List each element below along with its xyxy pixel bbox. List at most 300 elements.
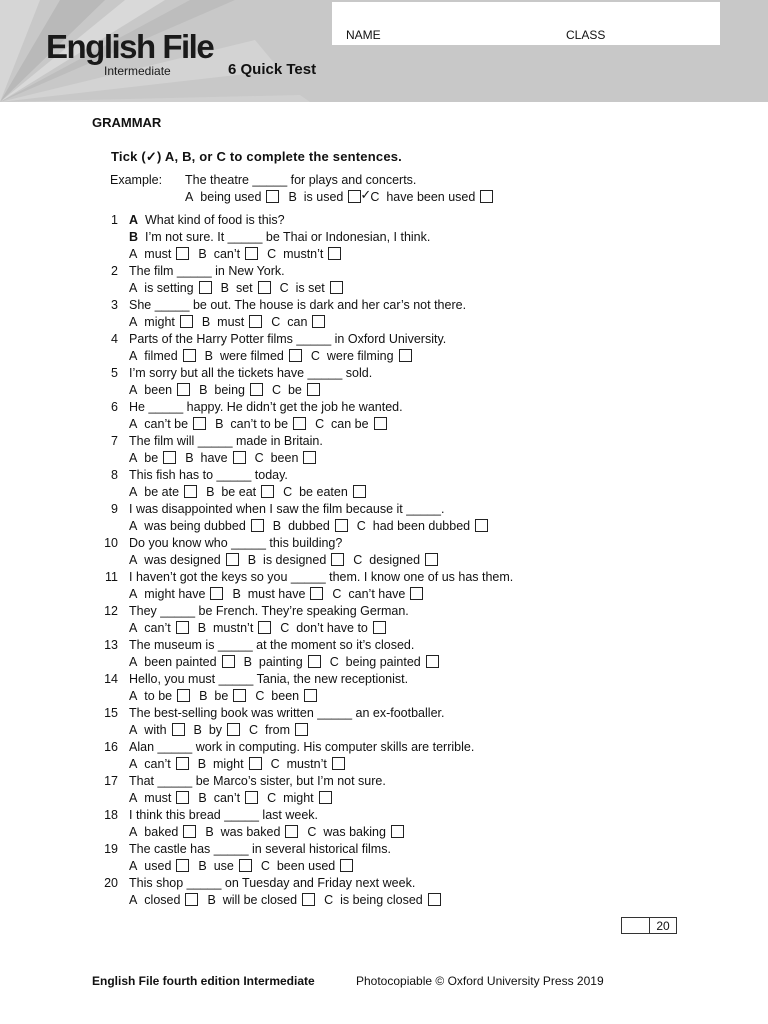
sentence-text: I think this bread _____ last week. [129,808,319,822]
option-checkbox[interactable] [245,247,258,260]
option-c[interactable] [271,315,334,330]
question-text [129,638,414,653]
score-box [621,917,677,934]
option-checkbox[interactable] [295,723,308,736]
option-text: be [214,689,229,703]
option-text: designed [369,553,421,567]
options-row [129,859,362,874]
option-c[interactable] [272,383,329,398]
option-letter: A [129,315,138,329]
option-a[interactable] [129,451,185,466]
question-number: 13 [104,638,118,652]
option-checkbox[interactable] [176,859,189,872]
question-number: 9 [111,502,118,516]
option-letter: A [129,859,138,873]
options-row [129,893,450,908]
option-a[interactable] [129,587,232,602]
question-text [129,366,372,381]
english-file-logo [46,30,213,78]
option-letter: A [129,417,138,431]
name-class-box[interactable] [332,2,720,45]
question-number: 10 [104,536,118,550]
question-text [129,808,318,823]
option-a[interactable] [129,893,207,908]
option-checkbox[interactable] [328,247,341,260]
option-text: have been used [386,190,476,204]
option-c[interactable] [324,893,450,908]
option-a[interactable] [129,281,221,296]
question-text [129,876,415,891]
speaker-label: A [129,213,139,227]
option-checkbox[interactable] [239,859,252,872]
sentence-text: Alan _____ work in computing. His computer skills are terrible. [129,740,475,754]
question-text [129,536,342,551]
option-checkbox[interactable] [289,349,302,362]
question-number: 1 [111,213,118,227]
question-number: 4 [111,332,118,346]
option-c[interactable] [370,190,502,205]
option-text: can’t to be [230,417,289,431]
sentence-text: The best-selling book was written _____ an ex-footballer. [129,706,445,720]
option-text: filmed [144,349,178,363]
option-checkbox[interactable] [391,825,404,838]
option-b[interactable] [198,621,281,636]
option-b[interactable] [194,723,250,738]
question-number: 6 [111,400,118,414]
question-number: 8 [111,468,118,482]
option-letter: B [199,383,208,397]
test-title: 6 Quick Test [228,61,317,78]
option-checkbox[interactable] [293,417,306,430]
option-letter: B [193,723,202,737]
option-letter: B [272,519,282,533]
option-text: don’t have to [296,621,368,635]
sentence-text: The castle has _____ in several historical films. [129,842,391,856]
option-b[interactable] [198,757,271,772]
question-text [129,230,430,245]
option-checkbox[interactable] [425,553,438,566]
option-checkbox[interactable] [302,893,315,906]
option-letter: A [129,519,138,533]
option-checkbox[interactable] [428,893,441,906]
option-text: can’t [213,247,241,261]
option-letter: B [201,315,211,329]
option-checkbox[interactable] [266,190,279,203]
option-text: must [144,247,172,261]
option-letter: A [129,621,138,635]
option-letter: B [185,451,194,465]
sentence-text: Do you know who _____ this building? [129,536,343,550]
options-row [129,417,396,432]
option-letter: C [271,315,281,329]
option-c[interactable] [315,417,396,432]
option-checkbox[interactable] [348,187,372,203]
option-checkbox[interactable] [233,451,246,464]
option-checkbox[interactable] [183,825,196,838]
option-a[interactable] [129,791,198,806]
option-c[interactable] [280,621,395,636]
option-letter: B [204,349,213,363]
option-checkbox[interactable] [226,553,239,566]
option-text: used [144,859,172,873]
option-checkbox[interactable] [258,621,271,634]
option-text: can’t be [144,417,189,431]
option-checkbox[interactable] [330,281,343,294]
option-text: was baking [323,825,386,839]
option-letter: C [272,383,282,397]
option-letter: B [232,587,241,601]
option-letter: C [332,587,342,601]
option-letter: C [324,893,334,907]
question-text [129,332,446,347]
option-letter: B [206,485,215,499]
option-c[interactable] [261,859,362,874]
footer-edition: English File fourth edition Intermediate [92,974,315,988]
option-text: is setting [144,281,194,295]
option-text: being [214,383,245,397]
option-letter: A [129,383,138,397]
option-b[interactable] [248,553,354,568]
option-checkbox[interactable] [307,383,320,396]
option-checkbox[interactable] [475,519,488,532]
option-a[interactable] [129,383,199,398]
option-b[interactable] [202,315,271,330]
option-text: can’t [144,757,171,771]
option-text: being painted [345,655,421,669]
footer-copyright: Photocopiable © Oxford University Press 2019 [356,974,604,988]
option-a[interactable] [129,417,215,432]
class-label: CLASS [566,28,606,42]
option-c[interactable] [280,281,352,296]
option-c[interactable] [249,723,317,738]
sentence-text: What kind of food is this? [144,213,285,227]
option-checkbox[interactable] [176,757,189,770]
option-text: be [287,383,302,397]
option-c[interactable] [307,825,413,840]
option-a[interactable] [129,553,248,568]
option-letter: C [255,689,265,703]
option-text: were filming [326,349,394,363]
option-checkbox[interactable] [285,825,298,838]
speaker-label: B [129,230,139,244]
option-letter: C [315,417,325,431]
question-number: 15 [104,706,118,720]
option-text: can [287,315,308,329]
option-letter: A [129,349,138,363]
sentence-text: This shop _____ on Tuesday and Friday next week. [129,876,416,890]
question-text [129,298,466,313]
option-checkbox[interactable] [183,349,196,362]
option-letter: B [243,655,252,669]
option-c[interactable] [271,757,354,772]
option-b[interactable] [244,655,330,670]
option-letter: A [129,553,138,567]
option-checkbox[interactable] [176,621,189,634]
logo-level: Intermediate [104,64,171,78]
option-letter: C [353,553,363,567]
option-letter: B [220,281,229,295]
option-letter: A [129,451,138,465]
option-b[interactable] [185,451,254,466]
option-text: use [213,859,234,873]
sentence-text: That _____ be Marco’s sister, but I’m not sure. [129,774,386,788]
option-letter: B [207,893,216,907]
sentence-text: He _____ happy. He didn’t get the job he wanted. [129,400,403,414]
question-text [129,842,391,857]
options-row [129,519,497,534]
option-text: closed [144,893,181,907]
option-a[interactable] [129,485,206,500]
option-b[interactable] [232,587,332,602]
logo-title: English File [46,28,214,65]
option-checkbox[interactable] [304,689,317,702]
options-row [129,655,448,670]
options-row [129,315,334,330]
option-checkbox[interactable] [185,893,198,906]
option-checkbox[interactable] [177,689,190,702]
option-text: had been dubbed [372,519,471,533]
option-checkbox[interactable] [177,383,190,396]
option-checkbox[interactable] [335,519,348,532]
sentence-text: I was disappointed when I saw the film because it _____. [129,502,445,516]
option-text: must [217,315,245,329]
option-text: be eaten [299,485,348,499]
option-b[interactable] [221,281,280,296]
option-checkbox[interactable] [258,281,271,294]
option-letter: C [307,825,317,839]
option-c[interactable] [353,553,447,568]
option-text: mustn’t [283,247,324,261]
option-a[interactable] [129,757,198,772]
option-a[interactable] [129,315,202,330]
option-checkbox[interactable] [426,655,439,668]
option-a[interactable] [129,825,205,840]
question-text [129,706,444,721]
option-b[interactable] [206,485,283,500]
option-text: dubbed [288,519,330,533]
option-text: have [200,451,228,465]
option-checkbox[interactable] [180,315,193,328]
option-letter: B [197,757,207,771]
option-letter: B [205,825,214,839]
option-text: with [144,723,167,737]
option-letter: B [198,791,207,805]
name-label: NAME [346,28,381,42]
option-letter: A [129,485,138,499]
option-b[interactable] [199,383,272,398]
option-checkbox[interactable] [308,655,321,668]
option-text: from [265,723,291,737]
option-b[interactable] [199,689,255,704]
option-b[interactable] [198,791,267,806]
option-a[interactable] [129,519,273,534]
example-label: Example: [110,173,163,187]
question-text [129,502,444,517]
options-row [129,383,329,398]
option-text: can’t [144,621,171,635]
option-text: being used [200,190,262,204]
option-text: must have [247,587,306,601]
option-letter: C [279,281,289,295]
option-a[interactable] [185,190,288,205]
question-number: 3 [111,298,118,312]
option-c[interactable] [267,247,350,262]
option-letter: A [129,723,138,737]
option-text: painting [258,655,303,669]
question-text [129,434,323,449]
option-checkbox[interactable] [303,451,316,464]
option-letter: A [129,689,138,703]
option-letter: B [215,417,224,431]
option-checkbox[interactable] [222,655,235,668]
question-text [129,604,409,619]
sentence-text: The film _____ in New York. [129,264,285,278]
option-a[interactable] [129,349,205,364]
question-number: 14 [104,672,118,686]
option-text: by [208,723,223,737]
option-c[interactable] [283,485,375,500]
option-c[interactable] [267,791,341,806]
option-c[interactable] [255,451,326,466]
option-text: is set [295,281,325,295]
option-letter: B [197,621,207,635]
option-text: is being closed [340,893,423,907]
options-row [129,587,432,602]
option-checkbox[interactable] [163,451,176,464]
option-c[interactable] [330,655,448,670]
sentence-text: I’m sorry but all the tickets have _____ sold. [129,366,373,380]
option-letter: C [370,190,380,204]
option-text: been [270,451,299,465]
option-checkbox[interactable] [261,485,274,498]
option-c[interactable] [255,689,326,704]
option-letter: A [129,655,138,669]
option-checkbox[interactable] [249,315,262,328]
option-checkbox[interactable] [410,587,423,600]
option-checkbox[interactable] [374,417,387,430]
option-letter: B [199,689,208,703]
option-letter: C [329,655,339,669]
option-text: is used [303,190,344,204]
option-text: can be [331,417,369,431]
options-row [129,825,413,840]
option-text: must [144,791,172,805]
option-letter: B [198,247,207,261]
option-letter: C [267,791,277,805]
option-checkbox[interactable] [332,757,345,770]
option-checkbox[interactable] [340,859,353,872]
option-b[interactable] [273,519,357,534]
option-checkbox[interactable] [331,553,344,566]
option-checkbox[interactable] [210,587,223,600]
option-letter: C [254,451,264,465]
option-checkbox[interactable] [233,689,246,702]
option-checkbox[interactable] [172,723,185,736]
option-checkbox[interactable] [199,281,212,294]
option-b[interactable] [207,893,324,908]
option-text: will be closed [222,893,298,907]
option-checkbox[interactable] [251,519,264,532]
option-checkbox[interactable] [227,723,240,736]
question-text [129,213,285,228]
option-letter: A [185,190,194,204]
option-text: set [235,281,253,295]
option-a[interactable] [129,621,198,636]
question-text [129,570,513,585]
option-a[interactable] [129,655,244,670]
option-c[interactable] [357,519,497,534]
option-letter: C [283,485,293,499]
option-letter: C [310,349,320,363]
option-letter: C [249,723,259,737]
option-b[interactable] [215,417,315,432]
question-text [129,400,403,415]
option-letter: A [129,757,138,771]
option-letter: C [356,519,366,533]
option-b[interactable] [198,247,267,262]
option-checkbox[interactable] [249,757,262,770]
option-letter: A [129,281,138,295]
option-text: was baked [220,825,281,839]
option-text: been used [276,859,336,873]
option-text: been [271,689,300,703]
option-checkbox[interactable] [193,417,206,430]
option-a[interactable] [129,689,199,704]
sentence-text: Parts of the Harry Potter films _____ in Oxford University. [129,332,447,346]
question-number: 11 [105,570,118,584]
option-checkbox[interactable] [373,621,386,634]
option-checkbox[interactable] [176,247,189,260]
option-text: be ate [144,485,180,499]
option-text: been painted [144,655,217,669]
option-checkbox[interactable] [319,791,332,804]
option-b[interactable] [288,187,372,205]
option-checkbox[interactable] [176,791,189,804]
option-checkbox[interactable] [480,190,493,203]
instruction: Tick (✓) A, B, or C to complete the sentences. [111,149,402,164]
option-checkbox[interactable] [184,485,197,498]
option-b[interactable] [205,825,307,840]
option-letter: A [129,587,138,601]
option-a[interactable] [129,859,198,874]
question-text [129,774,386,789]
option-text: might [144,315,175,329]
option-checkbox[interactable] [399,349,412,362]
option-a[interactable] [129,723,194,738]
option-checkbox[interactable] [310,587,323,600]
option-text: be eat [221,485,257,499]
option-letter: C [267,247,277,261]
option-letter: A [129,825,138,839]
option-a[interactable] [129,247,198,262]
options-row [129,723,317,738]
options-row [129,553,447,568]
option-checkbox[interactable] [353,485,366,498]
option-checkbox[interactable] [250,383,263,396]
option-b[interactable] [198,859,260,874]
score-total: 20 [656,919,670,933]
option-text: were filmed [219,349,284,363]
option-checkbox[interactable] [312,315,325,328]
option-text: be [144,451,159,465]
option-checkbox[interactable] [245,791,258,804]
option-c[interactable] [332,587,432,602]
option-b[interactable] [205,349,311,364]
question-number: 20 [104,876,118,890]
option-letter: A [129,893,138,907]
option-c[interactable] [311,349,421,364]
header-band [0,0,768,102]
